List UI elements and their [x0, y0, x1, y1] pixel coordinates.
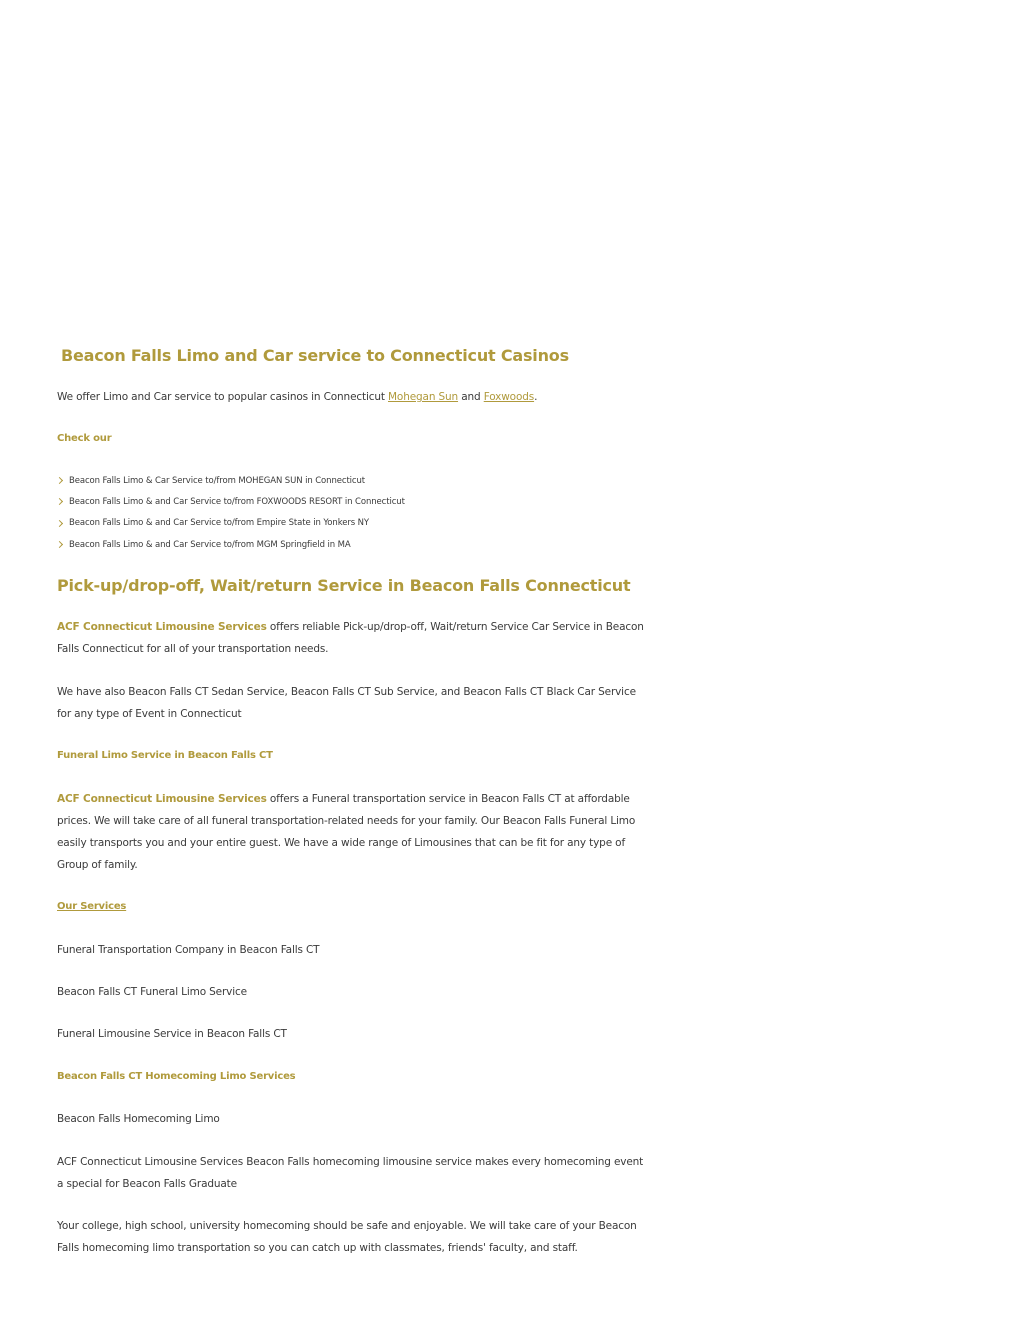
list-item[interactable]: [57, 513, 405, 534]
chevron-right-icon: [56, 520, 63, 527]
and-text: and: [458, 391, 484, 403]
check-our-label: Check our: [57, 433, 112, 444]
foxwoods-link[interactable]: Foxwoods: [483, 391, 535, 403]
list-item-label: Beacon Falls Limo & and Car Service to/from MGM Springfield in MA: [69, 539, 351, 550]
list-item[interactable]: [57, 491, 405, 512]
pickup-paragraph-1: [57, 616, 652, 660]
service-line: Funeral Limousine Service in Beacon Falls CT: [57, 1028, 287, 1040]
period-text: .: [534, 391, 538, 403]
brand-name: ACF Connecticut Limousine Services: [57, 621, 267, 633]
homecoming-paragraph-2: Your college, high school, university homecoming should be safe and enjoyable. We will take care of your Beacon Falls homecoming limo transportation so you can catch up with classmates, friends' faculty, and staff.: [57, 1220, 637, 1254]
pickup-paragraph-2: We have also Beacon Falls CT Sedan Service, Beacon Falls CT Sub Service, and Beacon Falls CT Black Car Service for any type of Event in Connecticut: [57, 686, 636, 720]
our-services-link[interactable]: Our Services: [57, 901, 127, 912]
mohegan-sun-link[interactable]: Mohegan Sun: [388, 391, 459, 403]
list-item[interactable]: [57, 534, 405, 555]
homecoming-heading: Beacon Falls CT Homecoming Limo Services: [57, 1071, 296, 1082]
casinos-intro: [57, 386, 652, 408]
list-item[interactable]: [57, 470, 405, 491]
funeral-p-text: offers a Funeral transportation service in Beacon Falls CT at affordable prices. We will take care of all funeral transportation-related needs for your family. Our Beacon Falls Funeral Limo easily transports you and your entire guest. We have a wide range of Limousines that can be fit for any type of Group of family.: [57, 793, 636, 871]
list-item-label: Beacon Falls Limo & and Car Service to/from Empire State in Yonkers NY: [69, 518, 370, 529]
pickup-p1-text: offers reliable Pick-up/drop-off, Wait/return Service Car Service in Beacon Falls Connecticut for all of your transportation needs.: [57, 621, 644, 655]
list-item-label: Beacon Falls Limo & Car Service to/from MOHEGAN SUN in Connecticut: [69, 475, 366, 486]
chevron-right-icon: [56, 541, 63, 548]
chevron-right-icon: [56, 477, 63, 484]
homecoming-line: Beacon Falls Homecoming Limo: [57, 1113, 220, 1125]
homecoming-paragraph-1: ACF Connecticut Limousine Services Beacon Falls homecoming limousine service makes every homecoming event a special for Beacon Falls Graduate: [57, 1156, 644, 1190]
pickup-heading: Pick-up/drop-off, Wait/return Service in Beacon Falls Connecticut: [57, 576, 631, 595]
funeral-paragraph: [57, 788, 652, 876]
list-item-label: Beacon Falls Limo & and Car Service to/from FOXWOODS RESORT in Connecticut: [69, 496, 405, 507]
service-line: Beacon Falls CT Funeral Limo Service: [57, 986, 247, 998]
chevron-right-icon: [56, 498, 63, 505]
service-line: Funeral Transportation Company in Beacon Falls CT: [57, 944, 320, 956]
funeral-heading: Funeral Limo Service in Beacon Falls CT: [57, 750, 273, 761]
casinos-intro-text: We offer Limo and Car service to popular casinos in Connecticut: [57, 391, 389, 403]
brand-name: ACF Connecticut Limousine Services: [57, 793, 267, 805]
casinos-heading: Beacon Falls Limo and Car service to Connecticut Casinos: [61, 346, 569, 365]
casino-service-list: [57, 470, 405, 555]
